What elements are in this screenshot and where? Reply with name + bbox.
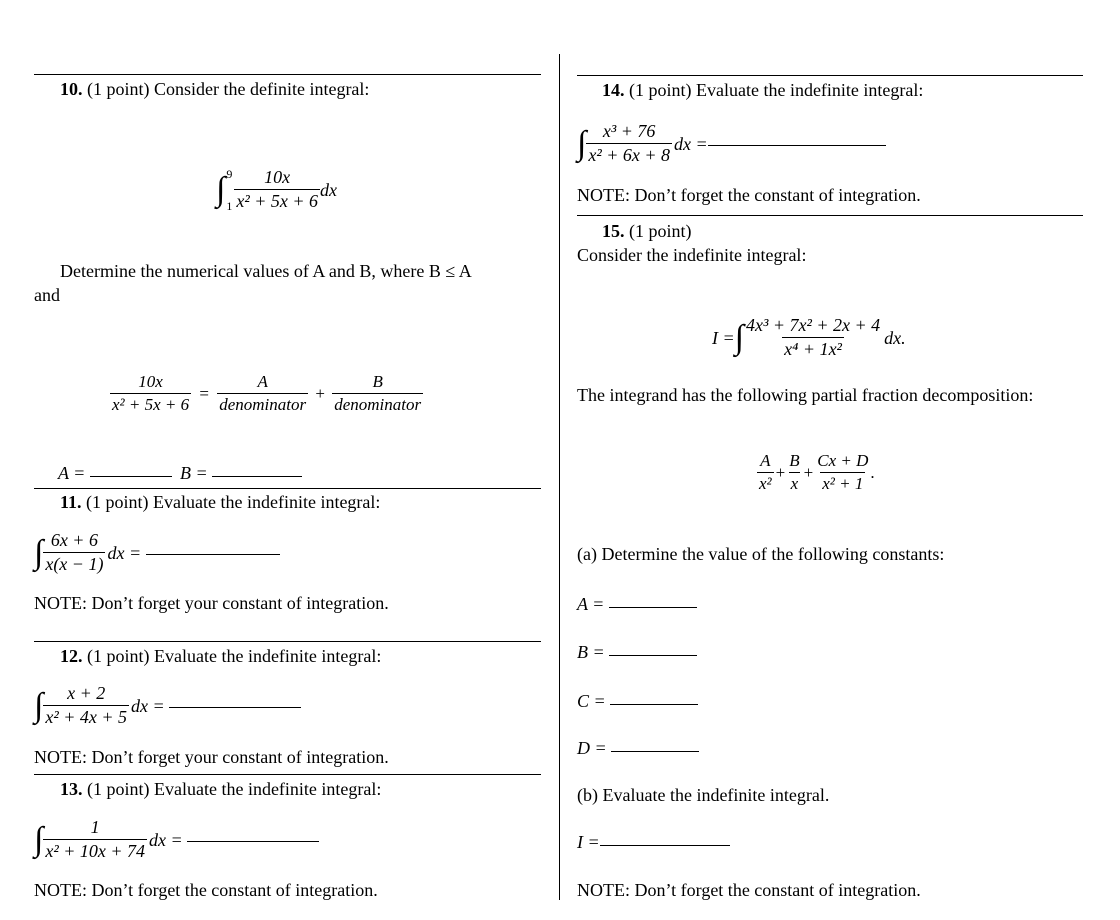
p10-decomposition	[110, 373, 423, 414]
p12-number: 12.	[60, 646, 83, 666]
p11-answer-field[interactable]	[146, 553, 280, 555]
p10-b-fraction	[332, 373, 423, 414]
p12-dx: dx =	[131, 695, 165, 716]
p11-header	[60, 493, 380, 511]
p10-b-denominator: denominator	[334, 394, 422, 414]
integral-sign: ∫	[577, 124, 587, 162]
p13-number: 13.	[60, 779, 83, 799]
p10-answer-a	[58, 464, 172, 482]
p10-b-label: B =	[180, 463, 208, 483]
p14-number: 14.	[602, 80, 625, 100]
p15-pf-plus-1: +	[775, 463, 786, 483]
p10-a-denominator: denominator	[219, 394, 307, 414]
p13-note: NOTE: Don’t forget the constant of integration.	[34, 880, 378, 900]
p15-pf-a-denominator: x²	[759, 473, 772, 493]
rule-p12-top	[34, 641, 541, 642]
p14-note: NOTE: Don’t forget the constant of integration.	[577, 185, 921, 205]
p12-integral	[34, 684, 301, 728]
p12-denominator: x² + 4x + 5	[45, 706, 127, 727]
p14-numerator: x³ + 76	[602, 121, 656, 141]
p13-fraction	[43, 818, 147, 862]
p15-denominator: x⁴ + 1x²	[784, 338, 842, 359]
integral-sign: ∫	[734, 318, 744, 356]
p11-numerator: 6x + 6	[50, 530, 98, 550]
p11-integral	[34, 531, 280, 575]
p15-note: NOTE: Don’t forget the constant of integration.	[577, 880, 921, 900]
rule-p14-top	[577, 75, 1083, 76]
p15-i-answer-field[interactable]	[600, 844, 730, 846]
p10-lhs-fraction	[110, 373, 191, 414]
p10-number: 10.	[60, 79, 83, 99]
p10-dx: dx	[320, 180, 337, 200]
p14-denominator: x² + 6x + 8	[588, 144, 670, 165]
p12-numerator: x + 2	[67, 683, 106, 703]
p15-i-equals: I =	[712, 327, 735, 348]
p10-lower-limit: 1	[226, 199, 233, 213]
p14-integral	[577, 122, 886, 166]
p13-integral	[34, 818, 319, 862]
p11-note: NOTE: Don’t forget your constant of integration.	[34, 593, 389, 613]
p14-fraction	[586, 122, 672, 166]
p10-determine-line1: Determine the numerical values of A and B, where B ≤ A	[60, 261, 472, 281]
rule-p13-top	[34, 774, 541, 775]
p15-pf-a-numerator: A	[760, 451, 771, 470]
p15-numerator: 4x³ + 7x² + 2x + 4	[745, 315, 881, 335]
p10-numerator: 10x	[264, 167, 291, 188]
p15-answer-d	[577, 739, 699, 757]
p11-number: 11.	[60, 492, 82, 512]
p13-header	[60, 780, 381, 798]
p13-answer-field[interactable]	[187, 840, 319, 842]
p15-pf-plus-2: +	[803, 463, 814, 483]
p11-points: (1 point) Evaluate the indefinite integral:	[86, 492, 381, 512]
p10-a-label: A =	[58, 463, 86, 483]
p13-points: (1 point) Evaluate the indefinite integral:	[87, 779, 382, 799]
p10-fraction	[234, 168, 320, 212]
p15-answer-i	[577, 833, 730, 851]
p15-answer-b	[577, 643, 697, 661]
p10-header	[60, 80, 369, 98]
p12-points: (1 point) Evaluate the indefinite integral:	[87, 646, 382, 666]
p15-a-label: A =	[577, 594, 605, 614]
p15-integral	[712, 316, 906, 360]
p14-answer-field[interactable]	[708, 144, 886, 146]
p15-pf-c-fraction	[815, 452, 870, 493]
p15-points: (1 point)	[629, 221, 692, 241]
p12-fraction	[43, 684, 129, 728]
p10-equals: =	[199, 384, 209, 404]
p10-points: (1 point) Consider the definite integral:	[87, 79, 370, 99]
p10-determine-line2: and	[34, 285, 60, 305]
p14-header	[602, 81, 923, 99]
p11-dx: dx =	[107, 542, 142, 563]
rule-p11-top	[34, 488, 541, 489]
p15-answer-a	[577, 595, 697, 613]
p15-d-answer-field[interactable]	[611, 750, 699, 752]
p15-pf-period: .	[870, 463, 875, 483]
p10-denominator: x² + 5x + 6	[236, 191, 318, 211]
rule-p10-top	[34, 74, 541, 75]
p15-header	[602, 222, 692, 240]
p15-consider: Consider the indefinite integral:	[577, 245, 807, 265]
p11-denominator: x(x − 1)	[45, 553, 104, 574]
p15-b-label: B =	[577, 642, 605, 662]
p15-c-label: C =	[577, 691, 606, 711]
integral-sign: ∫	[216, 171, 226, 208]
p14-dx: dx =	[674, 133, 708, 154]
p10-b-numerator: B	[372, 372, 383, 391]
integral-sign: ∫	[34, 820, 44, 858]
p10-limits	[226, 168, 232, 212]
p15-answer-c	[577, 692, 698, 710]
p11-fraction	[43, 531, 105, 575]
p13-dx: dx =	[149, 829, 183, 850]
p10-answer-b	[180, 464, 302, 482]
p13-numerator: 1	[90, 817, 100, 837]
p15-pf-text: The integrand has the following partial fraction decomposition:	[577, 385, 1034, 405]
p15-pf-b-numerator: B	[789, 451, 800, 470]
p15-partial-fractions	[757, 452, 875, 493]
p10-lhs-denominator: x² + 5x + 6	[112, 394, 190, 414]
p12-note: NOTE: Don’t forget your constant of integration.	[34, 747, 389, 767]
p14-points: (1 point) Evaluate the indefinite integral:	[629, 80, 924, 100]
p15-pf-c-denominator: x² + 1	[822, 473, 864, 493]
p15-pf-c-numerator: Cx + D	[817, 451, 869, 470]
p15-fraction	[744, 316, 882, 360]
p15-a-answer-field[interactable]	[609, 606, 697, 608]
p10-a-answer-field[interactable]	[90, 475, 172, 477]
p10-a-numerator: A	[257, 372, 268, 391]
column-divider	[559, 54, 560, 900]
p10-lhs-numerator: 10x	[138, 372, 163, 391]
p13-denominator: x² + 10x + 74	[45, 840, 145, 861]
p15-pf-b-fraction	[787, 452, 801, 493]
p15-b-answer-field[interactable]	[609, 654, 697, 656]
p15-pf-a-fraction	[757, 452, 774, 493]
p15-number: 15.	[602, 221, 625, 241]
integral-sign: ∫	[34, 533, 44, 571]
integral-sign: ∫	[34, 686, 44, 724]
rule-p15-top	[577, 215, 1083, 216]
p15-pf-b-denominator: x	[790, 473, 799, 493]
p15-d-label: D =	[577, 738, 607, 758]
p10-upper-limit: 9	[226, 167, 233, 181]
p10-a-fraction	[217, 373, 308, 414]
p12-answer-field[interactable]	[169, 706, 301, 708]
p10-integral	[216, 168, 337, 212]
p15-part-b: (b) Evaluate the indefinite integral.	[577, 785, 830, 805]
p15-dx: dx.	[884, 327, 906, 348]
p15-i-label: I =	[577, 832, 600, 852]
p10-plus: +	[315, 384, 325, 404]
p15-part-a: (a) Determine the value of the following constants:	[577, 544, 945, 564]
p10-b-answer-field[interactable]	[212, 475, 302, 477]
p15-c-answer-field[interactable]	[610, 703, 698, 705]
p12-header	[60, 647, 381, 665]
